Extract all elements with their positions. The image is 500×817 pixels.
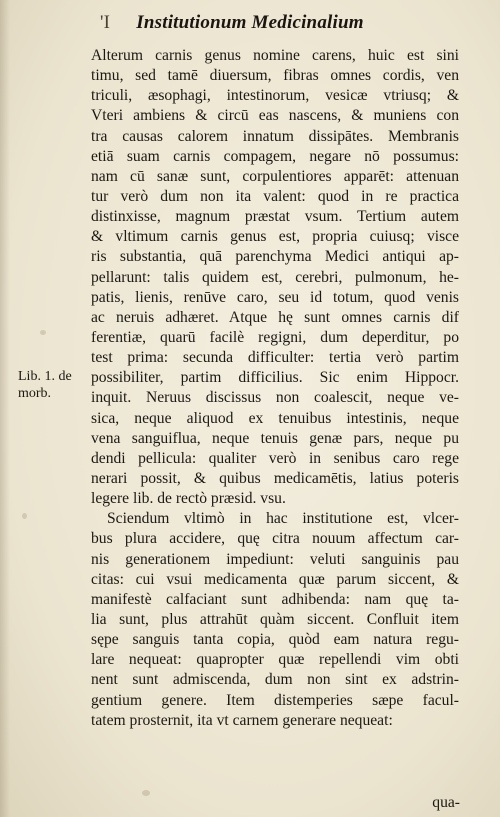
text-line: possibiliter, partim difficilius. Sic enim Hippocr. [91,369,459,387]
text-line: sępe sanguis tanta copia, quòd eam natura regu- [91,631,459,649]
text-line: legere lib. de rectò præsid. vsu. [91,490,286,508]
text-line: Vteri ambiens & circū eas nascens, & muniens con [91,107,459,125]
text-line: nerari possit, & quibus medicamētis, latius poteris [91,469,459,487]
running-head-mark: 'I [100,12,111,33]
margin-note [18,368,72,402]
text-line: triculi, æsophagi, intestinorum, vesicæ vtriusq; & [91,87,459,105]
text-line: nent sunt admiscenda, dum non sint ex adstrin- [91,671,459,689]
text-line: inquit. Neruus discissus non coalescit, neque ve- [91,389,459,407]
text-line: dendi pellicula: qualiter verò in senibus caro rege [91,449,459,467]
catchword: qua- [432,794,460,811]
text-line: patis, lienis, renūve caro, seu id totum, quod venis [91,288,459,306]
paper-blemish [22,513,27,519]
text-line: vena sanguiflua, neque tenuis genæ pars, neque pu [91,429,459,447]
text-line: etiā suam carnis compagem, negare nō possumus: [91,147,459,165]
paper-blemish [40,330,46,335]
margin-note-line: morb. [18,386,52,401]
text-line: sica, neque aliquod ex tenuibus intestinis, neque [91,409,459,427]
text-line: Sciendum vltimò in hac institutione est, vlcer- [107,510,459,528]
text-line: nis generationem impediunt: veluti sanguinis pau [91,550,459,568]
body-text [91,46,459,731]
text-line: timu, sed tamē diuersum, fibras omnes cordis, ven [91,67,459,85]
text-line: pellarunt: talis quidem est, cerebri, pulmonum, he- [91,268,459,286]
text-line: manifestè calfaciant sunt adhibenda: nam quę ta- [91,590,459,608]
paper-blemish [142,790,150,796]
text-line: tatem prosternit, ita vt carnem generare nequeat: [91,711,393,729]
text-line: distinxisse, magnum præstat vsum. Tertium autem [91,208,459,226]
running-head [0,12,500,34]
text-line: ris substantia, quā parenchyma Medici antiqui ap- [91,248,459,266]
text-line: lare nequeat: quapropter quæ repellendi vim obti [91,651,459,669]
margin-note-line: Lib. 1. de [18,369,72,384]
running-head-title: Institutionum Medicinalium [136,12,364,33]
text-line: nam cū sanæ sunt, corpulentiores apparēt: attenuan [91,167,459,185]
text-line: bus plura accidere, quę citra nouum affectum car- [91,530,459,548]
text-line: gentium genere. Item distemperies sæpe facul- [91,691,459,709]
text-line: test prima: secunda difficulter: tertia verò partim [91,349,459,367]
text-line: citas: cui vsui medicamenta quæ parum siccent, & [91,570,459,588]
text-line: tra causas calorem innatum dissipātes. Membranis [91,127,459,145]
page-gutter-shadow [0,0,10,817]
text-line: tur verò dum non ita valent: quod in re practica [91,187,459,205]
text-line: ac neruis adhæret. Atque hę sunt omnes carnis dif [91,308,459,326]
text-line: & vltimum carnis genus est, propria cuiusq; visce [91,228,459,246]
text-line: ferentiæ, quarū facilè regigni, dum deperditur, po [91,328,459,346]
text-line: Alterum carnis genus nomine carens, huic est sini [91,47,459,64]
text-line: lia sunt, plus attrahūt quàm siccent. Confluit item [91,610,459,628]
